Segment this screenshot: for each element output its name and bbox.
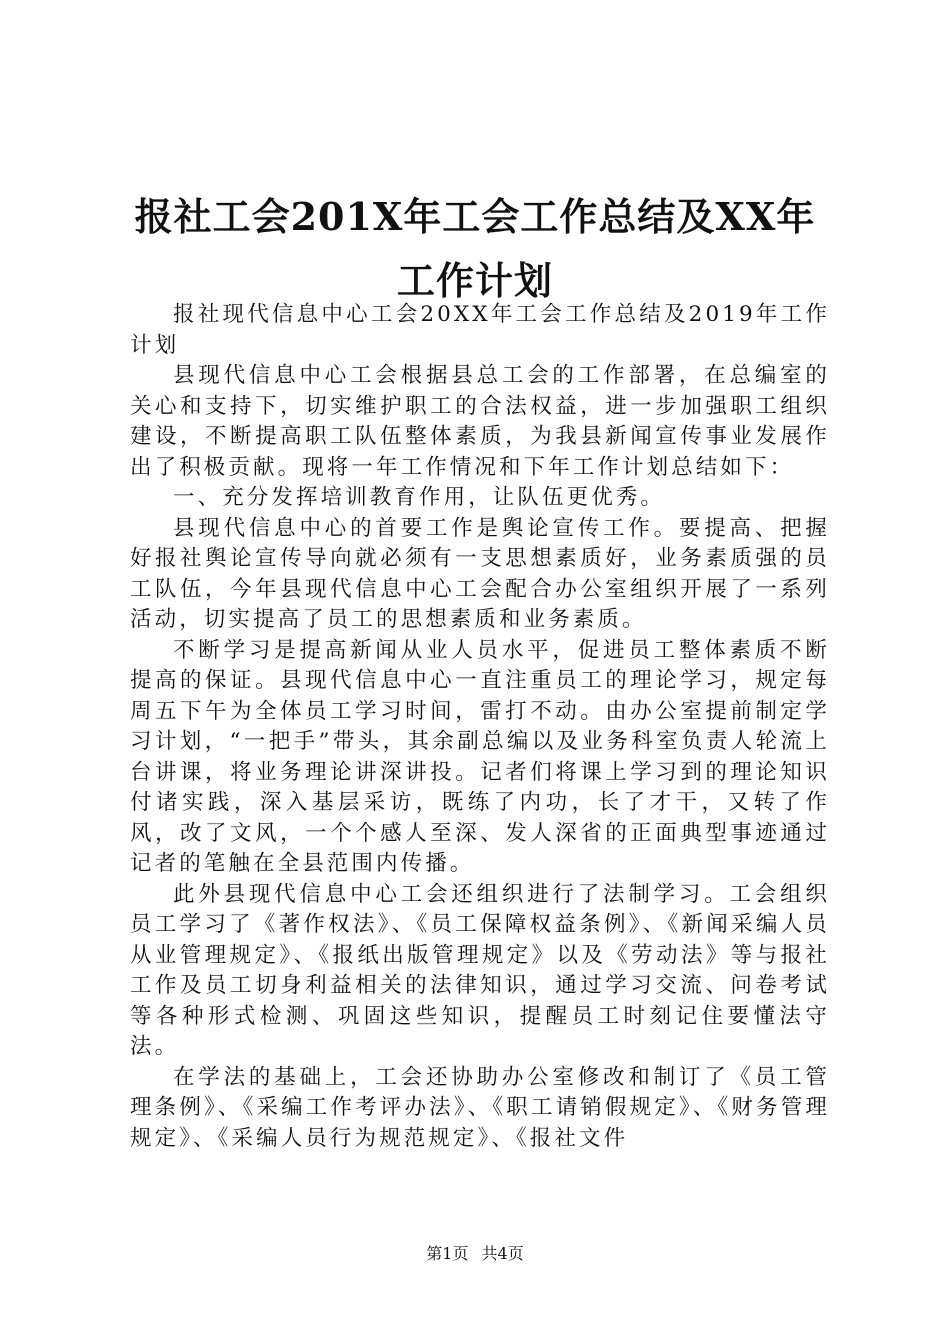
page-total: 共4页: [481, 1244, 524, 1263]
paragraph: 在学法的基础上，工会还协助办公室修改和制订了《员工管理条例》、《采编工作考评办法》、《职工请销假规定》、《财务管理规定》、《采编人员行为规范规定》、《报社文件: [130, 1064, 830, 1151]
section-heading: 一、充分发挥培训教育作用，让队伍更优秀。: [173, 485, 666, 510]
document-title: 报社工会201X年工会工作总结及XX年工作计划: [134, 194, 816, 303]
paragraph: 此外县现代信息中心工会还组织进行了法制学习。工会组织员工学习了《著作权法》、《员工保障权益条例》、《新闻采编人员从业管理规定》、《报纸出版管理规定》以及《劳动法》等与报社工作及员工切身利益相关的法律知识，通过学习交流、问卷考试等各种形式检测、巩固这些知识，提醒员工时刻记住要懂法守法。: [130, 881, 830, 1059]
page-number: 第1页: [426, 1244, 469, 1263]
paragraph: 不断学习是提高新闻从业人员水平，促进员工整体素质不断提高的保证。县现代信息中心一直注重员工的理论学习，规定每周五下午为全体员工学习时间，雷打不动。由办公室提前制定学习计划，“一把手”带头，其余副总编以及业务科室负责人轮流上台讲课，将业务理论讲深讲投。记者们将课上学习到的理论知识付诸实践，深入基层采访，既练了内功，长了才干，又转了作风，改了文风，一个个感人至深、发人深省的正面典型事迹通过记者的笔触在全县范围内传播。: [130, 637, 830, 876]
paragraph: 县现代信息中心的首要工作是舆论宣传工作。要提高、把握好报社舆论宣传导向就必须有一支思想素质好，业务素质强的员工队伍，今年县现代信息中心工会配合办公室组织开展了一系列活动，切实提高了员工的思想素质和业务素质。: [130, 515, 830, 632]
page-footer: [0, 1244, 950, 1264]
paragraph: 报社现代信息中心工会20XX年工会工作总结及2019年工作计划: [130, 302, 830, 358]
document-body: [130, 300, 830, 1154]
paragraph: 县现代信息中心工会根据县总工会的工作部署，在总编室的关心和支持下，切实维护职工的合法权益，进一步加强职工组织建设，不断提高职工队伍整体素质，为我县新闻宣传事业发展作出了积极贡献。现将一年工作情况和下年工作计划总结如下：: [130, 363, 830, 480]
